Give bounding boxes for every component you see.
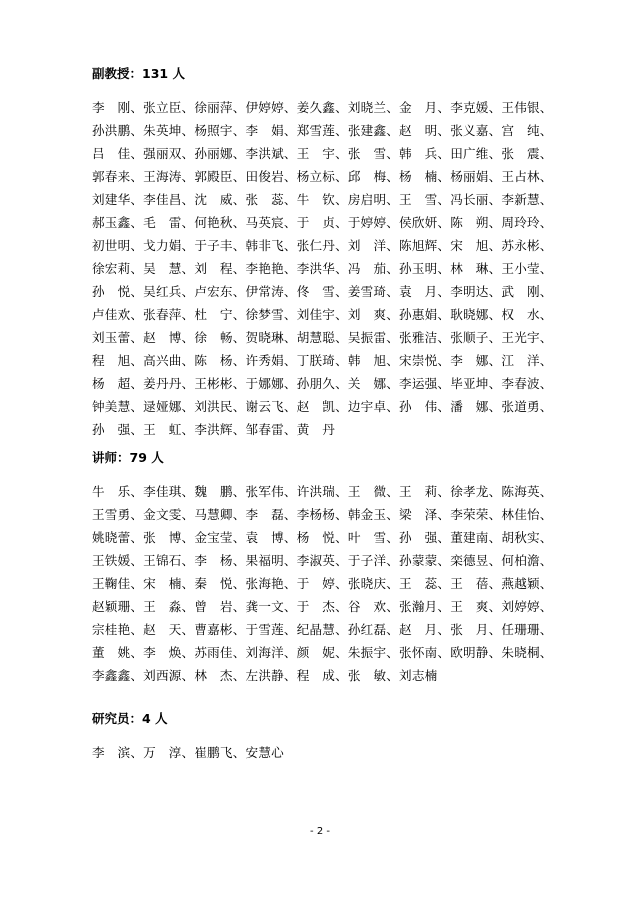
name-list-associate-professors (92, 96, 562, 441)
name-line: 刘玉蕾、赵 博、徐 畅、贺晓琳、胡慧聪、吴振雷、张雅洁、张顺子、王光宇、 (92, 330, 553, 345)
name-line: 钟美慧、逯娅娜、刘洪民、谢云飞、赵 凯、边宇卓、孙 伟、潘 娜、张道勇、 (92, 399, 553, 414)
page-number: - 2 - (310, 826, 330, 837)
name-line: 赵颖珊、王 淼、曾 岩、龚一文、于 杰、谷 欢、张瀚月、王 爽、刘婷婷、 (92, 599, 553, 614)
name-line: 王铁媛、王锦石、李 杨、果福明、李淑英、于子洋、孙蒙蒙、栾德昱、何柏澹、 (92, 553, 553, 568)
name-line: 卢佳欢、张春萍、杜 宁、徐梦雪、刘佳宇、刘 爽、孙惠娟、耿晓娜、权 水、 (92, 307, 553, 322)
name-line: 李 刚、张立臣、徐丽萍、伊婷婷、姜久鑫、刘晓兰、金 月、李克媛、王伟银、 (92, 100, 553, 115)
name-line: 郭春来、王海涛、郭殿臣、田俊岩、杨立标、邱 梅、杨 楠、杨丽娟、王占林、 (92, 169, 553, 184)
name-line: 初世明、戈力娟、于子丰、韩非飞、张仁丹、刘 洋、陈旭辉、宋 旭、苏永彬、 (92, 238, 553, 253)
name-line: 徐宏莉、吴 慧、刘 程、李艳艳、李洪华、冯 茄、孙玉明、林 琳、王小莹、 (92, 261, 553, 276)
name-line: 宗桂艳、赵 天、曹嘉彬、于雪莲、纪晶慧、孙红磊、赵 月、张 月、任珊珊、 (92, 622, 553, 637)
name-list-researchers (92, 741, 562, 764)
name-line: 王鞠佳、宋 楠、秦 悦、张海艳、于 婷、张晓庆、王 蕊、王 蓓、燕越颖、 (92, 576, 553, 591)
name-line: 李鑫鑫、刘西源、林 杰、左洪静、程 成、张 敏、刘志楠 (92, 668, 438, 683)
section-heading-lecturers: 讲师：79 人 (92, 450, 164, 465)
name-line: 牛 乐、李佳琪、魏 鹏、张军伟、许洪瑞、王 微、王 莉、徐孝龙、陈海英、 (92, 484, 553, 499)
associate-professors-section (92, 66, 562, 441)
name-list-lecturers (92, 480, 562, 687)
name-line: 孙 强、王 虹、李洪辉、邹春雷、黄 丹 (92, 422, 336, 437)
name-line: 吕 佳、强丽双、孙丽娜、李洪斌、王 宇、张 雪、韩 兵、田广维、张 震、 (92, 146, 553, 161)
section-heading-researchers: 研究员：4 人 (92, 711, 168, 726)
researchers-section (92, 711, 562, 764)
name-line: 李 滨、万 淳、崔鹏飞、安慧心 (92, 745, 284, 760)
name-line: 孙洪鹏、朱英坤、杨照宇、李 娟、郑雪莲、张建鑫、赵 明、张义嘉、宫 纯、 (92, 123, 553, 138)
name-line: 姚晓蕾、张 博、金宝莹、袁 博、杨 悦、叶 雪、孙 强、董建南、胡秋实、 (92, 530, 553, 545)
name-line: 杨 超、姜丹丹、王彬彬、于娜娜、孙朋久、关 娜、李运强、毕亚坤、李春波、 (92, 376, 553, 391)
name-line: 王雪勇、金文雯、马慧卿、李 磊、李杨杨、韩金玉、梁 泽、李荣荣、林佳怡、 (92, 507, 553, 522)
lecturers-section (92, 450, 562, 687)
name-line: 郝玉鑫、毛 雷、何艳秋、马英宸、于 贞、于婷婷、侯欣妍、陈 朔、周玲玲、 (92, 215, 553, 230)
name-line: 程 旭、高兴曲、陈 杨、许秀娟、丁朕琦、韩 旭、宋崇悦、李 娜、江 洋、 (92, 353, 553, 368)
name-line: 孙 悦、吴红兵、卢宏东、伊常涛、佟 雪、姜雪琦、袁 月、李明达、武 刚、 (92, 284, 553, 299)
name-line: 刘建华、李佳昌、沈 威、张 蕊、牛 钦、房启明、王 雪、冯长丽、李新慧、 (92, 192, 553, 207)
name-line: 董 姚、李 焕、苏雨佳、刘海洋、颜 妮、朱振宇、张怀南、欧明静、朱晓桐、 (92, 645, 553, 660)
section-heading-associate-professors: 副教授：131 人 (92, 66, 185, 81)
